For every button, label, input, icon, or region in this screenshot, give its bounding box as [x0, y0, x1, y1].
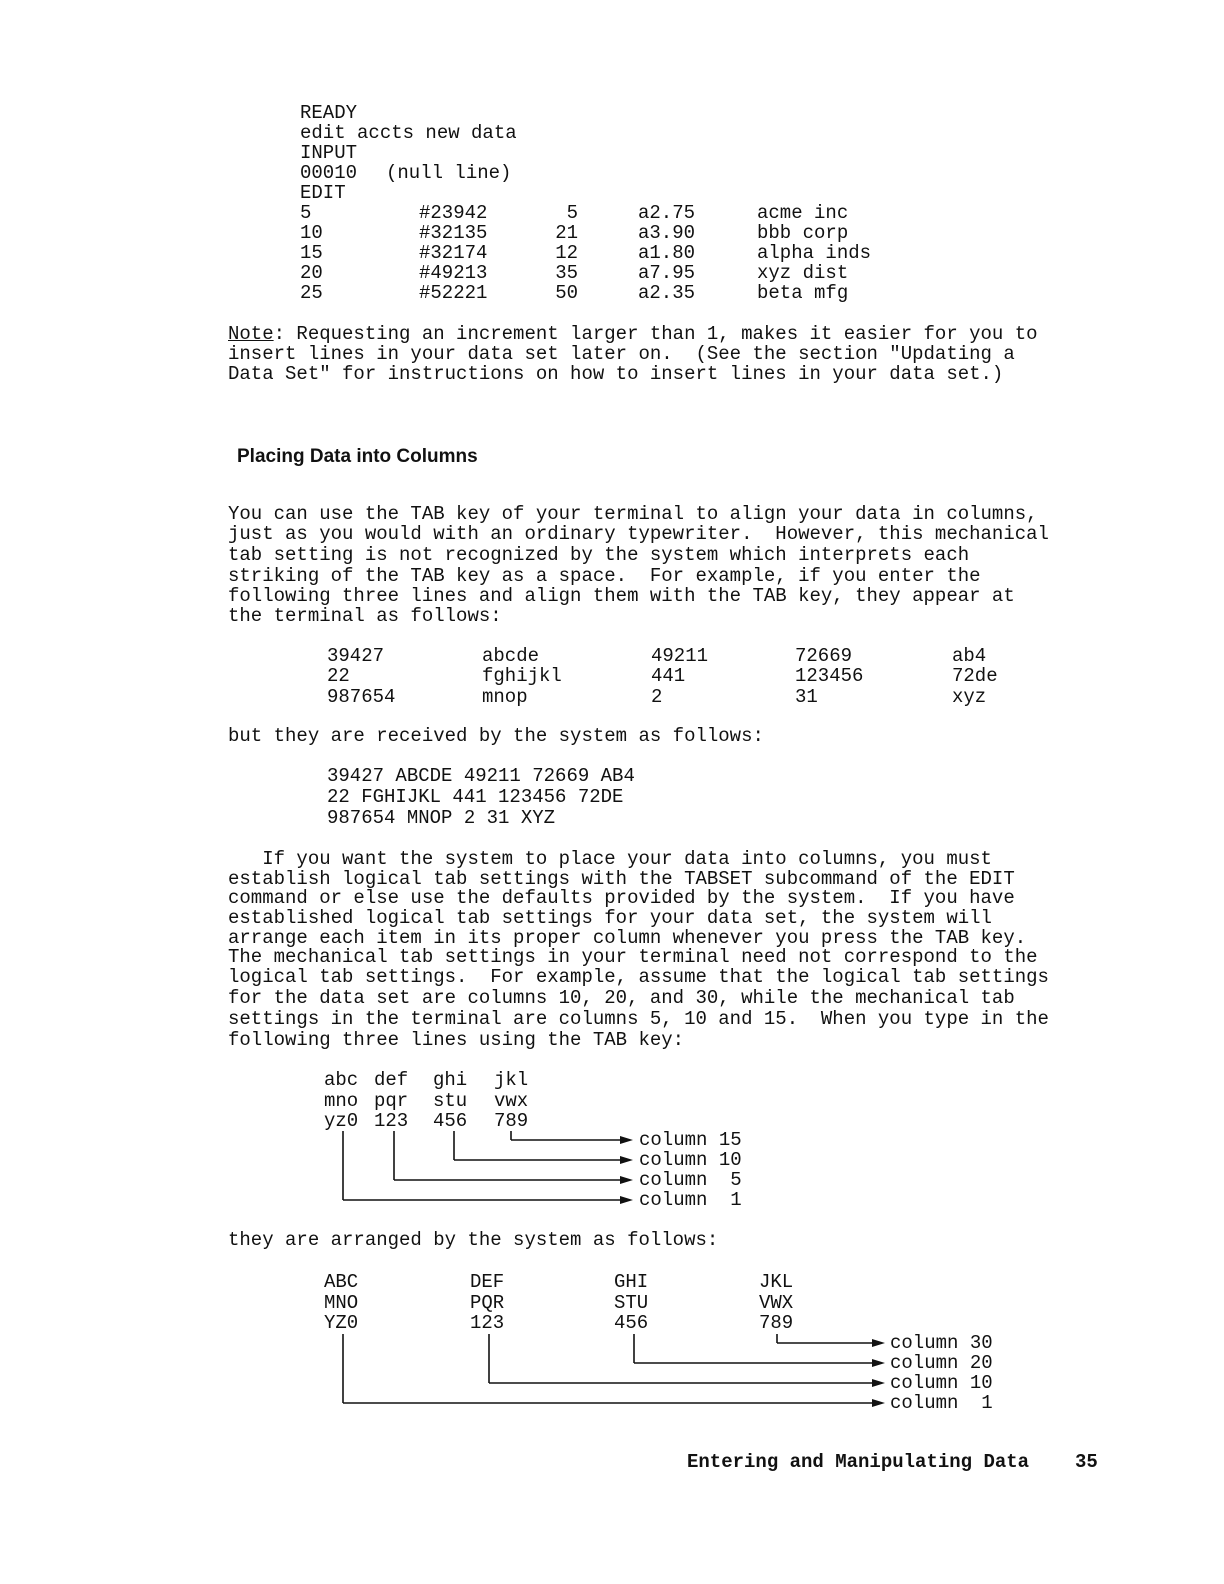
- footer-title: Entering and Manipulating Data: [687, 1451, 1030, 1473]
- table-cell: 22: [327, 665, 350, 687]
- typed-cell: stu: [433, 1090, 468, 1112]
- company: acme inc: [757, 202, 849, 224]
- table-cell: fghijkl: [482, 665, 562, 687]
- line-number: 15: [300, 242, 323, 264]
- paragraph-line: striking of the TAB key as a space. For example, if you enter the: [228, 565, 981, 587]
- typed-cell: 789: [494, 1110, 529, 1132]
- table-cell: ab4: [952, 645, 987, 667]
- line-number: 20: [300, 262, 323, 284]
- arranged-cell: PQR: [470, 1292, 505, 1314]
- page-number: 35: [1075, 1451, 1098, 1473]
- arranged-cell: STU: [614, 1292, 649, 1314]
- arrow-label: column 10: [639, 1149, 742, 1171]
- paragraph-line: established logical tab settings for your data set, the system will: [228, 907, 992, 929]
- received-line: 987654 MNOP 2 31 XYZ: [327, 807, 556, 829]
- received-line: 39427 ABCDE 49211 72669 AB4: [327, 765, 635, 787]
- session-line: INPUT: [300, 142, 358, 164]
- line-number: 5: [300, 202, 312, 224]
- table-cell: 123456: [795, 665, 864, 687]
- arranged-cell: GHI: [614, 1271, 649, 1293]
- paragraph-line: If you want the system to place your data into columns, you must: [228, 848, 992, 870]
- session-line: edit accts new data: [300, 122, 517, 144]
- price: a1.80: [638, 242, 696, 264]
- paragraph-line: tab setting is not recognized by the system which interprets each: [228, 544, 970, 566]
- company: bbb corp: [757, 222, 849, 244]
- paragraph-line: following three lines and align them with the TAB key, they appear at: [228, 585, 1015, 607]
- table-cell: 441: [651, 665, 686, 687]
- arranged-cell: 123: [470, 1312, 505, 1334]
- table-cell: 39427: [327, 645, 385, 667]
- note-line: insert lines in your data set later on. (See the section "Updating a: [228, 343, 1015, 365]
- table-cell: 72de: [952, 665, 998, 687]
- paragraph-line: You can use the TAB key of your terminal to align your data in columns,: [228, 503, 1038, 525]
- company: xyz dist: [757, 262, 849, 284]
- note-line: Data Set" for instructions on how to insert lines in your data set.): [228, 363, 1004, 385]
- paragraph-line: but they are received by the system as follows:: [228, 725, 764, 747]
- edit-label: EDIT: [300, 182, 346, 204]
- paragraph-line: following three lines using the TAB key:: [228, 1029, 685, 1051]
- quantity: 35: [555, 262, 578, 284]
- typed-cell: abc: [324, 1069, 359, 1091]
- typed-cell: vwx: [494, 1090, 529, 1112]
- arranged-cell: 789: [759, 1312, 794, 1334]
- section-heading: Placing Data into Columns: [237, 446, 478, 467]
- paragraph-line: they are arranged by the system as follows:: [228, 1229, 719, 1251]
- session-line: READY: [300, 102, 358, 124]
- price: a2.75: [638, 202, 696, 224]
- company: beta mfg: [757, 282, 849, 304]
- null-line-label: (null line): [386, 162, 512, 184]
- paragraph-line: The mechanical tab settings in your terminal need not correspond to the: [228, 946, 1038, 968]
- typed-cell: jkl: [494, 1069, 529, 1091]
- arrow-label: column 20: [890, 1352, 993, 1374]
- arrow-label: column 10: [890, 1372, 993, 1394]
- line-number: 10: [300, 222, 323, 244]
- table-cell: 2: [651, 686, 663, 708]
- arrow-label: column 5: [639, 1169, 742, 1191]
- table-cell: 31: [795, 686, 818, 708]
- paragraph-line: settings in the terminal are columns 5, 10 and 15. When you type in the: [228, 1008, 1049, 1030]
- note-line: Note: Requesting an increment larger than 1, makes it easier for you to: [228, 323, 1038, 345]
- arrow-label: column 1: [890, 1392, 993, 1414]
- account-id: #32135: [419, 222, 488, 244]
- typed-cell: def: [374, 1069, 409, 1091]
- account-id: #32174: [419, 242, 488, 264]
- typed-cell: ghi: [433, 1069, 468, 1091]
- arranged-cell: 456: [614, 1312, 649, 1334]
- arranged-cell: ABC: [324, 1271, 359, 1293]
- paragraph-line: for the data set are columns 10, 20, and 30, while the mechanical tab: [228, 987, 1015, 1009]
- price: a2.35: [638, 282, 696, 304]
- line-number: 25: [300, 282, 323, 304]
- typed-cell: 123: [374, 1110, 409, 1132]
- table-cell: xyz: [952, 686, 987, 708]
- company: alpha inds: [757, 242, 872, 264]
- account-id: #52221: [419, 282, 488, 304]
- paragraph-line: command or else use the defaults provided by the system. If you have: [228, 887, 1015, 909]
- quantity: 12: [555, 242, 578, 264]
- note-label: Note: [228, 323, 274, 345]
- quantity: 21: [555, 222, 578, 244]
- arrow-label: column 1: [639, 1189, 742, 1211]
- paragraph-line: establish logical tab settings with the TABSET subcommand of the EDIT: [228, 868, 1015, 890]
- arranged-cell: JKL: [759, 1271, 794, 1293]
- typed-cell: 456: [433, 1110, 468, 1132]
- typed-cell: mno: [324, 1090, 359, 1112]
- price: a3.90: [638, 222, 696, 244]
- arranged-cell: DEF: [470, 1271, 505, 1293]
- price: a7.95: [638, 262, 696, 284]
- table-cell: abcde: [482, 645, 540, 667]
- arranged-cell: VWX: [759, 1292, 794, 1314]
- table-cell: 72669: [795, 645, 853, 667]
- typed-cell: yz0: [324, 1110, 359, 1132]
- arranged-cell: YZ0: [324, 1312, 359, 1334]
- quantity: 50: [555, 282, 578, 304]
- quantity: 5: [566, 202, 578, 224]
- null-line-number: 00010: [300, 162, 358, 184]
- arrow-label: column 30: [890, 1332, 993, 1354]
- paragraph-line: arrange each item in its proper column whenever you press the TAB key.: [228, 927, 1027, 949]
- table-cell: 987654: [327, 686, 396, 708]
- paragraph-line: just as you would with an ordinary typewriter. However, this mechanical: [228, 523, 1049, 545]
- arrow-label: column 15: [639, 1129, 742, 1151]
- received-line: 22 FGHIJKL 441 123456 72DE: [327, 786, 624, 808]
- table-cell: 49211: [651, 645, 709, 667]
- typed-cell: pqr: [374, 1090, 409, 1112]
- account-id: #49213: [419, 262, 488, 284]
- account-id: #23942: [419, 202, 488, 224]
- paragraph-line: the terminal as follows:: [228, 605, 502, 627]
- table-cell: mnop: [482, 686, 528, 708]
- paragraph-line: logical tab settings. For example, assume that the logical tab settings: [228, 966, 1049, 988]
- arranged-cell: MNO: [324, 1292, 359, 1314]
